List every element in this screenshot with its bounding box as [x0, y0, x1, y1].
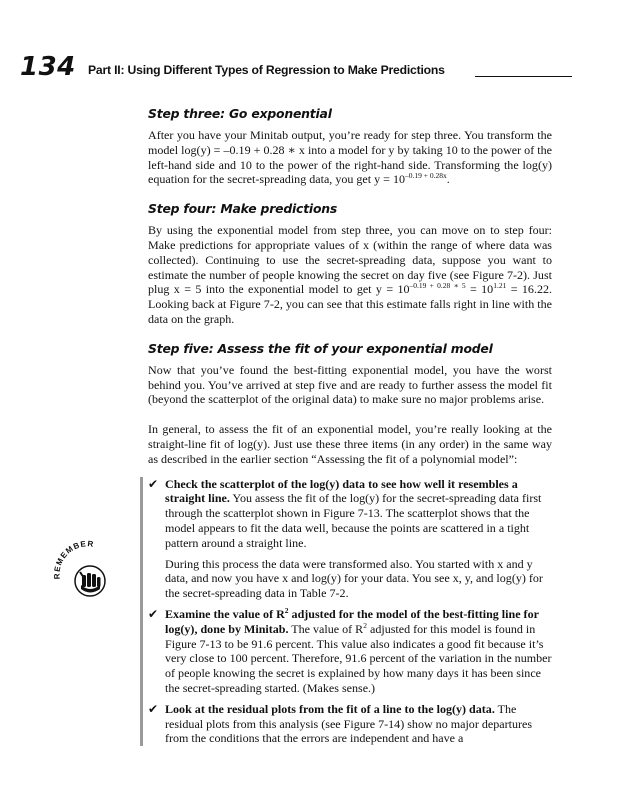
checkmark-icon: ✔ — [148, 701, 159, 716]
paragraph-step-five-1: Now that you’ve found the best-fitting exponential model, you have the worst behind you. You’ve arrived at step five and are ready to further assess the model fit (beyond the scatterplot of the original data) to make sure no major problems arise. — [148, 362, 552, 407]
paragraph-step-five-2: In general, to assess the fit of an exponential model, you’re really looking at the straight-line fit of log(y). Just use these three items (in any order) in the same way as described in the earlier section “Assessing the fit of a polynomial model”: — [148, 422, 552, 466]
step-four-text: By using the exponential model from step three, you can move on to step four: Make predictions for appropriate values of x (within the range of where data was collected). Continuing to use the secret-spreading data, suppose you want to estimate the number of people knowing the secret on day five (see Figure 7-2). Just plug x = 5 into the exponential model to get y = 10 — [148, 223, 552, 297]
page-header — [20, 52, 554, 86]
list-item — [148, 607, 552, 696]
sidebar-rule — [140, 477, 143, 747]
paragraph-step-three — [148, 128, 552, 187]
heading-step-four: Step four: Make predictions — [148, 201, 338, 217]
bullet-2-sup-2: 2 — [363, 620, 367, 630]
list-item — [148, 702, 552, 746]
bullet-2-lead-pre: Examine the value of R — [165, 606, 285, 621]
list-item-continuation — [148, 557, 552, 601]
header-rule — [475, 76, 572, 77]
bullet-3-text: The residual plots from this analysis (see Figure 7-14) show no major departures from the conditions that the errors are independent and have a — [165, 701, 533, 746]
bullet-1-lead: Check the scatterplot of the log(y) data to see how well it resembles a straight line. — [165, 476, 518, 506]
step-four-exponent-1: –0.19 + 0.28 ∗ 5 — [409, 281, 466, 291]
checkmark-icon: ✔ — [148, 606, 159, 621]
bullet-1-paragraph: During this process the data were transformed also. You started with x and y data, and now you have x and log(y) for your data. You see x, y, and log(y) for the secret-spreading data in Table 7-2. — [165, 556, 543, 601]
step-four-end: = 16.22. Looking back at Figure 7-2, you can see that this estimate falls right in line with the data on the graph. — [148, 282, 553, 326]
bullet-2-text-post: adjusted for this model is found in Figure 7-13 to be 91.6 percent. This value also indicates a good fit because it’s very close to 100 percent. Therefore, 91.6 percent of the variation in the number of people knowing the secret is explained by how many days it has been since the secret-spreading started. (Makes sense.) — [165, 621, 552, 695]
bullet-1-text: You assess the fit of the log(y) for the secret-spreading data first through the scatterplot shown in Figure 7-13. The scatterplot shows that the model appears to fit the data well, because the points are scattered in a tight pattern around a straight line. — [165, 491, 542, 550]
heading-step-three: Step three: Go exponential — [148, 106, 332, 121]
step-four-exponent-2: 1.21 — [493, 281, 507, 291]
step-three-end: . — [446, 172, 450, 187]
heading-step-five: Step five: Assess the fit of your exponential model — [148, 340, 493, 356]
running-head: Part II: Using Different Types of Regression to Make Predictions — [88, 63, 445, 77]
bullet-3-lead: Look at the residual plots from the fit of a line to the log(y) data. — [165, 701, 495, 716]
list-item — [148, 477, 552, 551]
paragraph-step-four — [148, 223, 552, 327]
step-four-mid: = 10 — [465, 282, 494, 297]
checkmark-icon: ✔ — [148, 476, 159, 491]
step-three-exponent: –0.19 + 0.28x — [405, 171, 447, 181]
bullet-2-text-pre: The value of R — [288, 621, 364, 636]
bullet-2-lead-post: adjusted for the model of the best-fitting line for log(y), done by Minitab. — [165, 606, 539, 636]
checklist — [52, 476, 552, 747]
remember-label: REMEMBER — [52, 538, 95, 580]
remember-icon — [52, 539, 122, 601]
page-body — [52, 106, 553, 752]
page-number: 134 — [20, 52, 76, 82]
bullet-2-sup: 2 — [284, 605, 289, 615]
step-three-text: After you have your Minitab output, you’re ready for step three. You transform the model log(y) = –0.19 + 0.28 ∗ x into a model for y by taking 10 to the power of the left-hand side and 10 to the power of the right-hand side. Transforming the log(y) equation for the secret-spreading data, you get y = 10 — [148, 128, 552, 187]
remember-hand-icon — [52, 539, 122, 601]
